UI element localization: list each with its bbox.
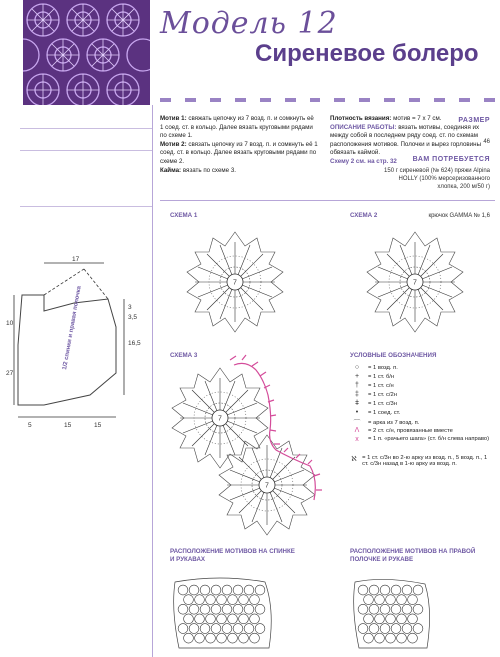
layout-motif	[233, 604, 243, 614]
layout-motif	[250, 614, 260, 624]
layout-motif	[239, 614, 249, 624]
divider	[20, 150, 152, 151]
layout-motif	[375, 614, 385, 624]
legend-item: ǂ = 1 ст. с/3н	[350, 400, 397, 407]
layout-motif	[200, 585, 210, 595]
layout-motif	[375, 633, 385, 643]
dim-5: 5	[28, 422, 32, 429]
layout-motif	[239, 633, 249, 643]
density-text: мотив = 7 х 7 см.	[393, 115, 442, 122]
layout-motif	[369, 585, 379, 595]
scheme2-label: СХЕМА 2	[350, 212, 378, 219]
layout-motif	[397, 595, 407, 605]
dim-17: 17	[72, 256, 80, 263]
layout-motif	[184, 595, 194, 605]
dtr-icon: ǂ	[354, 400, 360, 407]
dim-15b: 15	[94, 422, 102, 429]
layout-motif	[375, 595, 385, 605]
front-layout-diagram	[354, 579, 430, 648]
density-label: Плотность вязания:	[330, 115, 392, 122]
legend-item: † = 1 ст. с/н	[350, 382, 394, 389]
motif2-label: Мотив 2:	[160, 140, 187, 148]
scheme3-motif-b	[219, 435, 315, 535]
layout-motif	[397, 614, 407, 624]
layout-motif	[244, 585, 254, 595]
layout-motif	[195, 614, 205, 624]
layout-motif	[358, 585, 368, 595]
layout-motif	[184, 633, 194, 643]
layout-motif	[408, 595, 418, 605]
layout-motif	[217, 595, 227, 605]
layout-motif	[244, 624, 254, 634]
scheme3-motif-a	[172, 368, 268, 468]
motif2-text: связать цепочку из 7 возд. п. и сомкнуть её 1 соед. ст. в кольцо. Далее вязать круговыми рядами по схеме 2.	[160, 140, 318, 165]
layout-motif	[244, 604, 254, 614]
layout-motif	[222, 604, 232, 614]
cross-dtr-icon: ℵ	[351, 456, 357, 463]
layout-motif	[200, 604, 210, 614]
motif-layout-diagrams	[165, 570, 495, 655]
layout-motif	[200, 624, 210, 634]
hook-text: крючок GAMMA № 1,6	[428, 213, 490, 219]
layout-motif	[255, 624, 265, 634]
legend-item: + = 1 ст. б/н	[350, 373, 394, 380]
layout-motif	[358, 624, 368, 634]
center-label: 7	[413, 279, 417, 287]
legend-item: ○ = 1 возд. п.	[350, 364, 398, 371]
dim-16-5: 16,5	[128, 340, 141, 347]
layout-motif	[239, 595, 249, 605]
legend-item: x = 1 п. «рачьего шага» (ст. б/н слева направо)	[350, 436, 490, 443]
size-heading: РАЗМЕР	[458, 117, 490, 124]
layout-motif	[217, 633, 227, 643]
layout-motif	[228, 614, 238, 624]
legend-item: • = 1 соед. ст.	[350, 409, 400, 416]
layout-motif	[402, 604, 412, 614]
front-layout-label: РАСПОЛОЖЕНИЕ МОТИВОВ НА ПРАВОЙ ПОЛОЧКЕ И РУКАВЕ	[350, 548, 476, 563]
layout-motif	[211, 624, 221, 634]
back-layout-diagram	[174, 578, 272, 648]
legend-item: ⌒ = арка из 7 возд. п.	[350, 418, 419, 428]
column-divider	[152, 105, 153, 657]
edge-text: вязать по схеме 3.	[182, 166, 236, 174]
motif-instructions	[160, 115, 318, 175]
layout-motif	[391, 624, 401, 634]
layout-motif	[380, 585, 390, 595]
layout-motif	[189, 604, 199, 614]
layout-motif	[217, 614, 227, 624]
dim-15a: 15	[64, 422, 72, 429]
layout-motif	[184, 614, 194, 624]
back-layout-label: РАСПОЛОЖЕНИЕ МОТИВОВ НА СПИНКЕ И РУКАВАХ	[170, 548, 295, 563]
layout-motif	[178, 604, 188, 614]
divider	[160, 200, 495, 201]
layout-motif	[408, 633, 418, 643]
layout-motif	[386, 595, 396, 605]
layout-motif	[211, 604, 221, 614]
lace-pattern-image	[23, 0, 150, 105]
layout-motif	[233, 585, 243, 595]
layout-motif	[228, 595, 238, 605]
layout-motif	[228, 633, 238, 643]
layout-motif	[364, 633, 374, 643]
layout-motif	[391, 585, 401, 595]
work-instructions	[330, 115, 495, 167]
bolero-pattern-diagram	[4, 255, 150, 445]
layout-motif	[178, 585, 188, 595]
layout-motif	[380, 604, 390, 614]
layout-motif	[391, 604, 401, 614]
chain-icon: ○	[354, 364, 360, 371]
work-label: ОПИСАНИЕ РАБОТЫ:	[330, 123, 397, 131]
scheme2-motif	[367, 232, 463, 332]
layout-motif	[250, 595, 260, 605]
divider	[20, 206, 152, 207]
sc-icon: +	[354, 373, 360, 380]
tr-icon: ‡	[355, 391, 359, 398]
page-title: Сиреневое болеро	[255, 40, 479, 67]
scheme1-label: СХЕМА 1	[170, 212, 198, 219]
dc-icon: †	[355, 382, 359, 389]
divider	[20, 128, 152, 129]
dim-3: 3	[128, 304, 132, 311]
edge-label: Кайма:	[160, 166, 182, 174]
center-label: 7	[265, 482, 269, 490]
work-text: вязать мотивы, соединяя их между собой в последнем ряду соед. ст. по схемам расположения мотивов. Полочки и вырез горловины обвязать каймой.	[330, 123, 482, 157]
dim-3-5: 3,5	[128, 314, 138, 321]
center-label: 7	[218, 415, 222, 423]
layout-motif	[206, 633, 216, 643]
motif1-label: Мотив 1:	[160, 115, 187, 122]
see-schemes: Схему 2 см. на стр. 32	[330, 157, 397, 165]
legend-item: ‡ = 1 ст. с/2н	[350, 391, 397, 398]
layout-motif	[195, 595, 205, 605]
crab-stitch-icon: x	[355, 436, 359, 443]
layout-motif	[397, 633, 407, 643]
legend-item: Λ = 2 ст. с/н, провязанные вместе	[350, 427, 453, 434]
layout-motif	[386, 614, 396, 624]
legend-heading: УСЛОВНЫЕ ОБОЗНАЧЕНИЯ	[350, 352, 437, 359]
crochet-schemes	[160, 210, 500, 540]
layout-motif	[380, 624, 390, 634]
layout-motif	[211, 585, 221, 595]
layout-motif	[250, 633, 260, 643]
layout-motif	[413, 624, 423, 634]
layout-motif	[222, 585, 232, 595]
size-value: 46	[483, 139, 490, 145]
layout-motif	[369, 604, 379, 614]
dim-27: 27	[6, 370, 14, 377]
layout-motif	[364, 614, 374, 624]
center-label: 7	[233, 279, 237, 287]
motif1-text: свяжать цепочку из 7 возд. п. и сомкнуть её 1 соед. ст. в кольцо. Далее вязать круговыми рядами по схеме 1.	[160, 115, 314, 140]
layout-motif	[255, 604, 265, 614]
dim-10: 10	[6, 320, 14, 327]
decorative-dashes	[160, 98, 495, 104]
arch-icon: ⌒	[353, 420, 361, 427]
layout-motif	[195, 633, 205, 643]
scheme1-motif	[187, 232, 283, 332]
layout-motif	[413, 604, 423, 614]
layout-motif	[369, 624, 379, 634]
layout-motif	[358, 604, 368, 614]
model-number: Модель 12	[160, 6, 338, 41]
piece-label: 1/2 спинки и правая полочка	[62, 285, 83, 371]
dc2tog-icon: Λ	[354, 427, 360, 434]
layout-motif	[255, 585, 265, 595]
layout-motif	[189, 624, 199, 634]
needs-heading: ВАМ ПОТРЕБУЕТСЯ	[412, 156, 490, 163]
layout-motif	[364, 595, 374, 605]
yarn-text: 150 г сиреневой (№ 624) пряжи Alpina HOLLY (100% мерсеризованного хлопка, 200 м/50 г)	[384, 168, 490, 190]
layout-motif	[178, 624, 188, 634]
layout-motif	[222, 624, 232, 634]
layout-motif	[408, 614, 418, 624]
scheme3-label: СХЕМА 3	[170, 352, 198, 359]
layout-motif	[402, 585, 412, 595]
bolero-photo	[23, 0, 150, 105]
layout-motif	[413, 585, 423, 595]
layout-motif	[206, 595, 216, 605]
layout-motif	[189, 585, 199, 595]
layout-motif	[233, 624, 243, 634]
layout-motif	[206, 614, 216, 624]
layout-motif	[402, 624, 412, 634]
layout-motif	[386, 633, 396, 643]
legend-item: ℵ = 1 ст. с/3н во 2-ю арку из возд. п., 5 возд. п., 1 ст. с/3н назад в 1-ю арку из возд. п.	[351, 455, 488, 467]
slip-stitch-icon: •	[355, 409, 359, 416]
